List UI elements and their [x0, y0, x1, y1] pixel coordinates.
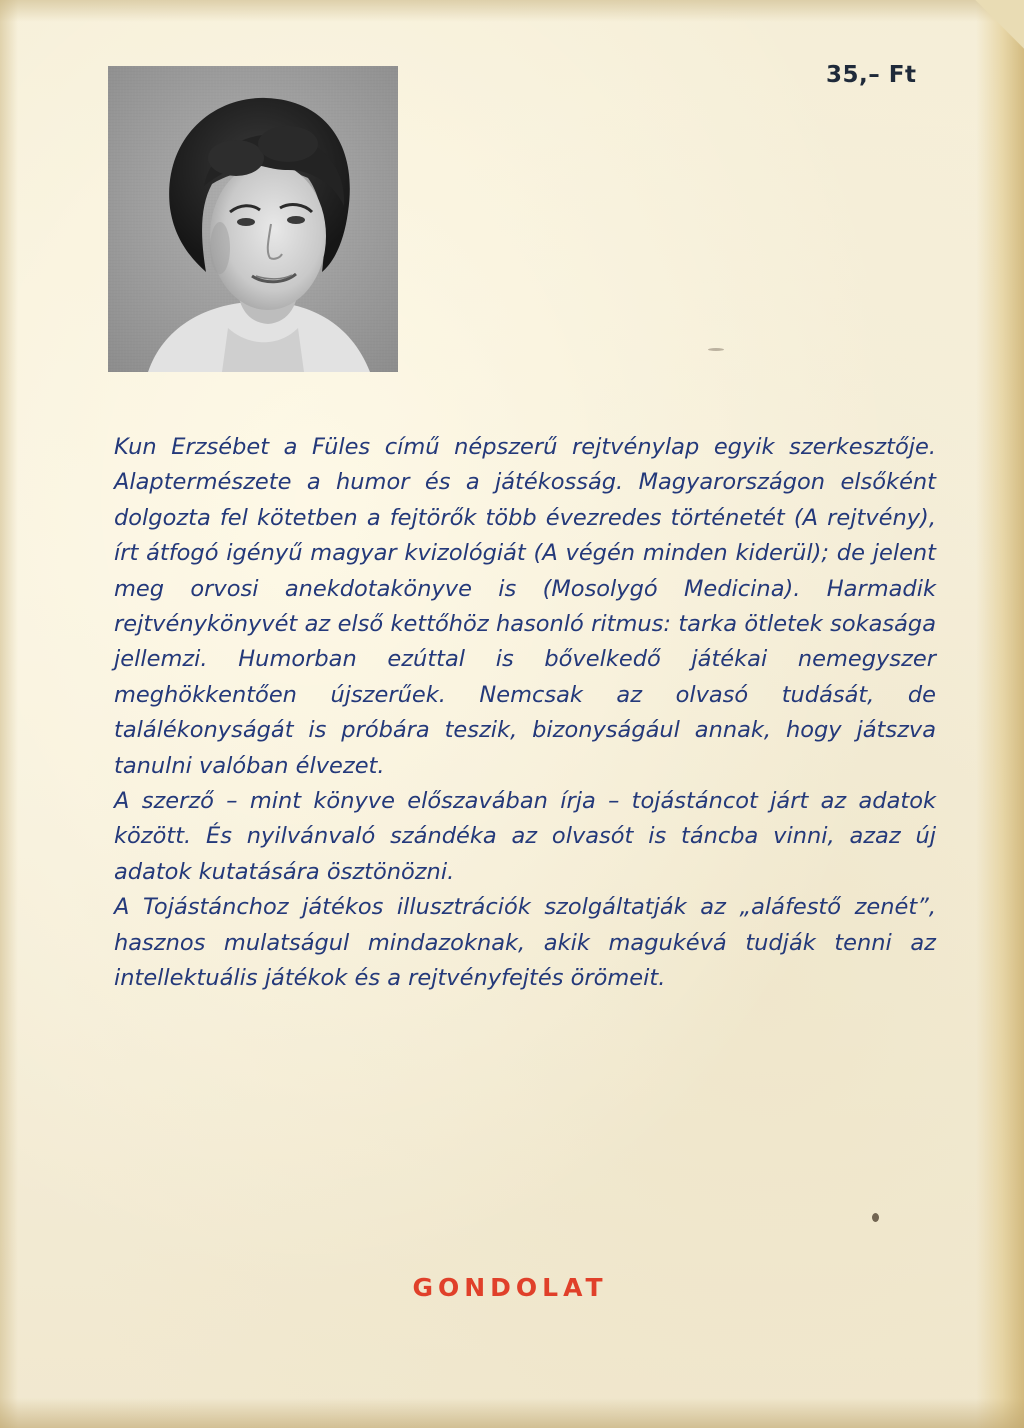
description-paragraph-1: Kun Erzsébet a Füles című népszerű rejtvénylap egyik szerkesztője. Alaptermészete a humor és a játékosság. Magyarországon elsőként dolgozta fel kötetben a fejtörők több évezredes történetét (A rejtvény), írt átfogó igényű magyar kvizológiát (A végén minden kiderül); de jelent meg orvosi anekdotakönyve is (Mosolygó Medicina). Harmadik rejtvénykönyvét az első kettőhöz hasonló ritmus: tarka ötletek sokasága jellemzi. Humorban ezúttal is bővelkedő játékai nemegyszer meghökkentően újszerűek. Nemcsak az olvasó tudását, de találékonyságát is próbára teszik, bizonyságául annak, hogy játszva tanulni valóban élvezet.	[114, 434, 936, 779]
paper-edge-right	[976, 0, 1024, 1428]
description-paragraph-2: A szerző – mint könyve előszavában írja – tojástáncot járt az adatok között. És nyilvánvaló szándéka az olvasót is táncba vinni, azaz új adatok kutatására ösztönözni.	[114, 788, 936, 885]
book-description	[114, 430, 936, 997]
corner-wear	[964, 0, 1024, 60]
paper-edge-top	[0, 0, 1024, 22]
author-portrait-photo	[108, 66, 398, 372]
description-paragraph-3: A Tojástánchoz játékos illusztrációk szolgáltatják az „aláfestő zenét”, hasznos mulatságul mindazoknak, akik magukévá tudják tenni az intellektuális játékok és a rejtvényfejtés örömeit.	[114, 894, 936, 992]
paper-edge-left	[0, 0, 18, 1428]
ink-spot	[872, 1213, 879, 1222]
ink-mark	[708, 348, 724, 351]
publisher-name: GONDOLAT	[412, 1273, 608, 1302]
portrait-illustration	[108, 66, 398, 372]
paper-edge-bottom	[0, 1398, 1024, 1428]
price-label: 35,– Ft	[826, 62, 917, 88]
